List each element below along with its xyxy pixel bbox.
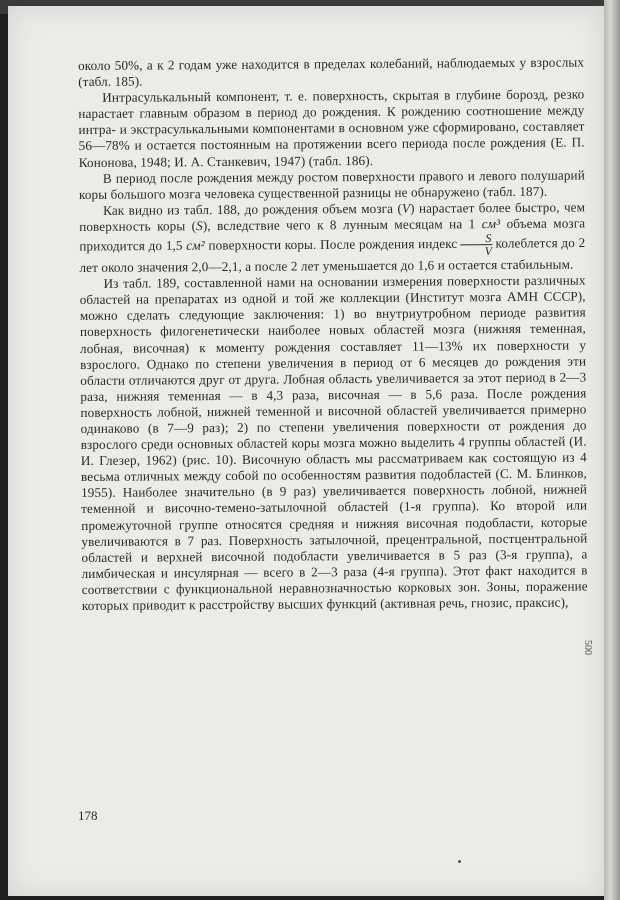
paragraph-4-part-b: ) нарастает более быстро, чем поверхность коры ( (79, 199, 586, 234)
paragraph-1: около 50%, а к 2 годам уже находится в пределах колебаний, наблюдаемых у взрослых (табл. 185). (78, 54, 585, 90)
page-number: 178 (78, 808, 98, 823)
paragraph-5: Из табл. 189, составленной нами на основании измерения поверхности различных областей на препаратах из одной и той же коллекции (Институт мозга АМН СССР), можно сделать следующие заключения: 1) во внутриутробном периоде развития поверхность филогенетически наиболее новых областей мозга (нижняя теменная, лобная, височная) к моменту рождения составляет 11—13% их поверхности у взрослого. Однако по степени увеличения в период от 6 месяцев до рождения эти области отличаются друг от друга. Лобная область увеличивается за этот период в 2—3 раза, нижняя теменная — в 4,3 раза, височная — в 5,6 раза. После рождения поверхность лобной, нижней теменной и височной областей увеличивается примерно одинаково (в 7—9 раз); 2) по степени увеличения поверхности от рождения до взрослого среди основных областей коры мозга можно выделить 4 группы областей (И. И. Глезер, 1962) (рис. 10). Височную область мы рассматриваем как состоящую из 4 весьма отличных между собой по особенностям развития подобластей (С. М. Блинков, 1955). Наиболее значительно (в 9 раз) увеличивается поверхность лобной, нижней теменной и височно-темено-затылочной областей (1-я группа). Ко второй или промежуточной группе относятся средняя и нижняя височная подобласти, которые увеличиваются в 7 раз. Поверхность затылочной, прецентральной, постцентральной областей и верхней височной подобласти увеличивается в 5 раз (3-я группа), а лимбическая и инсулярная — всего в 2—3 раза (4-я группа). Этот факт находится в соответствии с функциональной неравнозначностью корковых зон. Зоны, поражение которых приводит к расстройству высших функций (активная речь, гнозис, праксис), (79, 272, 588, 613)
fraction-denominator: V (484, 244, 493, 259)
unit-cm2: см² (186, 237, 205, 253)
ink-speck (458, 860, 461, 863)
paragraph-4-part-f: колеблется до 2 лет около значения 2,0—2,1, а после 2 лет уменьшается до 1,6 и остается стабильным. (79, 235, 586, 276)
paragraph-2: Интрасулькальный компонент, т. е. поверхность, скрытая в глубине борозд, резко нарастает главным образом в период до рождения. К рождению соотношение между интра- и экстрасулькальными компонентами в основном уже сформировано, составляет 56—78% и остается постоянным на протяжении всего периода после рождения (Е. П. Кононова, 1948; И. А. Станкевич, 1947) (табл. 186). (78, 86, 585, 170)
page-body-text (78, 54, 588, 614)
margin-stamp: 500 (582, 640, 593, 655)
unit-cm3: см³ (481, 215, 501, 232)
index-fraction (460, 232, 492, 257)
fraction-numerator: S (460, 232, 492, 245)
symbol-v: V (401, 200, 411, 216)
symbol-s: S (196, 218, 203, 234)
paragraph-4-part-c: ), вследствие чего к 8 лунным месяцам на 1 (202, 216, 482, 234)
paragraph-4-part-a: Как видно из табл. 188, до рождения объем мозга ( (103, 200, 402, 218)
page-edge-shadow (604, 0, 620, 900)
paragraph-4-part-d: объема мозга приходится до 1,5 (79, 215, 586, 254)
paragraph-4 (79, 199, 585, 276)
paragraph-4-part-e: поверхности коры. После рождения индекс (204, 235, 458, 253)
paragraph-3: В период после рождения между ростом поверхности правого и левого полушарий коры большого мозга человека существенной разницы не обнаружено (табл. 187). (78, 167, 585, 202)
